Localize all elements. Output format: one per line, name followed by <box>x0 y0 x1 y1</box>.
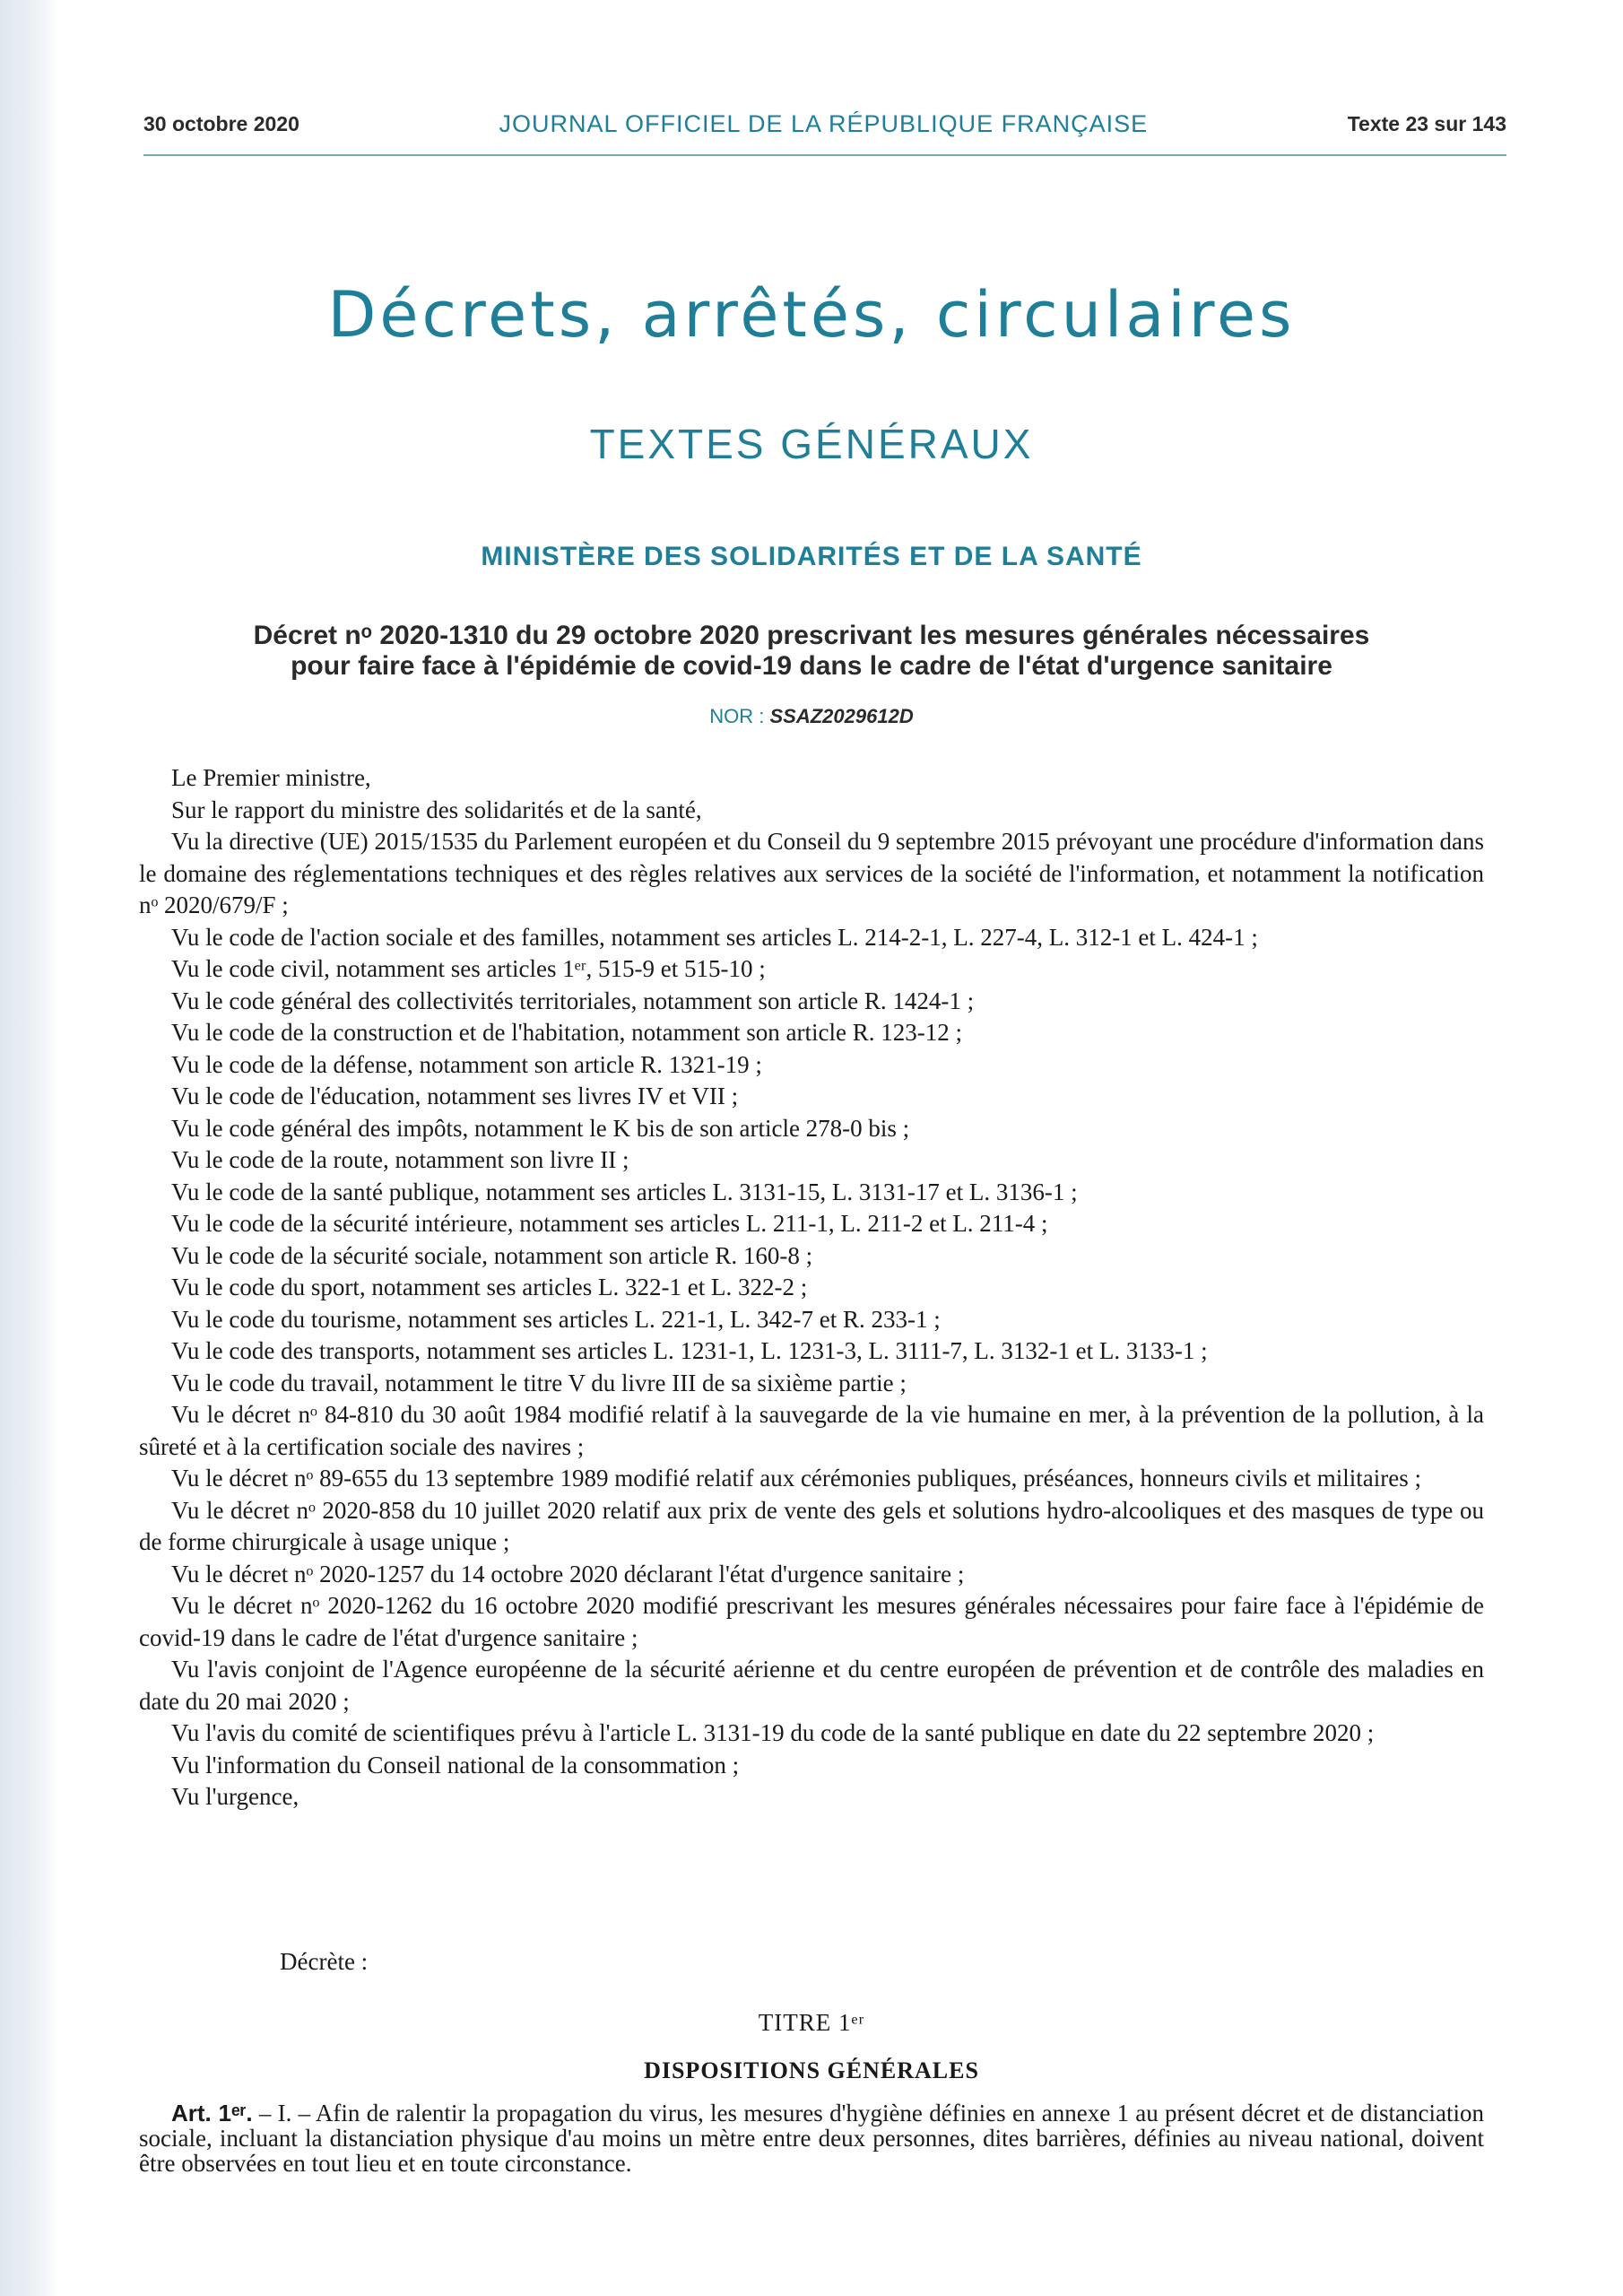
paragraph: Vu le code de l'éducation, notamment ses livres IV et VII ; <box>171 1083 739 1109</box>
paragraph: Vu l'avis conjoint de l'Agence européenne de la sécurité aérienne et du centre européen de prévention et de contrôle des maladies en date du 20 mai 2020 ; <box>139 1656 1484 1715</box>
paragraph: Sur le rapport du ministre des solidarités et de la santé, <box>171 796 702 823</box>
ministry-heading: MINISTÈRE DES SOLIDARITÉS ET DE LA SANTÉ <box>481 542 1142 571</box>
preamble-body <box>139 762 1484 1813</box>
paragraph: Vu le code général des collectivités territoriales, notamment son article R. 1424-1 ; <box>171 987 975 1014</box>
header-date: 30 octobre 2020 <box>143 111 299 135</box>
header-journal-name: JOURNAL OFFICIEL DE LA RÉPUBLIQUE FRANÇAISE <box>499 109 1149 137</box>
page-title: Décrets, arrêtés, circulaires <box>327 278 1296 352</box>
nor-label: NOR : <box>709 705 770 727</box>
paragraph: Vu le code des transports, notamment ses articles L. 1231-1, L. 1231-3, L. 3111-7, L. 3132-1 et L. 3133-1 ; <box>171 1337 1208 1364</box>
paragraph: Vu le code de la défense, notamment son article R. 1321-19 ; <box>171 1050 762 1078</box>
nor-reference <box>0 705 1623 728</box>
paragraph: Vu le décret nᵒ 2020-1262 du 16 octobre 2020 modifié prescrivant les mesures générales nécessaires pour faire face à l'épidémie de covid-19 dans le cadre de l'état d'urgence sanitaire ; <box>139 1592 1484 1651</box>
article-text: – I. – Afin de ralentir la propagation du virus, les mesures d'hygiène définies en annexe 1 au présent décret et de distanciation sociale, incluant la distanciation physique d'au moins un mètre entre deux personnes, dites barrières, définies au niveau national, doivent être observées en tout lieu et en toute circonstance. <box>139 2100 1484 2177</box>
header-text-ref: Texte 23 sur 143 <box>1347 111 1506 135</box>
paragraph: Vu le code de la route, notamment son livre II ; <box>171 1146 629 1173</box>
paragraph: Vu l'information du Conseil national de la consommation ; <box>171 1751 740 1779</box>
header-rule <box>143 154 1506 156</box>
article-label: Art. 1ᵉʳ. <box>171 2100 253 2126</box>
dispositions-heading: DISPOSITIONS GÉNÉRALES <box>644 2057 979 2083</box>
page-subtitle: TEXTES GÉNÉRAUX <box>589 421 1034 467</box>
decree-title-line2: pour faire face à l'épidémie de covid-19 dans le cadre de l'état d'urgence sanitaire <box>291 651 1332 681</box>
decree-title <box>161 621 1462 682</box>
paragraph: Vu le code du sport, notamment ses articles L. 322-1 et L. 322-2 ; <box>171 1274 808 1300</box>
paragraph: Vu le code civil, notamment ses articles 1ᵉʳ, 515-9 et 515-10 ; <box>171 955 766 982</box>
decree-title-line1: Décret nᵒ 2020-1310 du 29 octobre 2020 prescrivant les mesures générales nécessaires <box>253 621 1370 650</box>
paragraph: Vu le code de la sécurité sociale, notamment son article R. 160-8 ; <box>171 1241 813 1269</box>
paragraph: Vu la directive (UE) 2015/1535 du Parlement européen et du Conseil du 9 septembre 2015 prévoyant une procédure d'information dans le domaine des réglementations techniques et des règles relatives aux services de la société de l'information, et notamment la notification nᵒ 2020/679/F ; <box>139 828 1484 918</box>
paragraph: Vu l'urgence, <box>171 1783 299 1810</box>
paragraph: Vu le décret nᵒ 84-810 du 30 août 1984 modifié relatif à la sauvegarde de la vie humaine en mer, à la prévention de la pollution, à la sûreté et à la certification sociale des navires ; <box>139 1401 1484 1460</box>
paragraph: Vu le décret nᵒ 2020-858 du 10 juillet 2020 relatif aux prix de vente des gels et solutions hydro-alcooliques et des masques de type ou de forme chirurgicale à usage unique ; <box>139 1496 1484 1555</box>
paragraph: Le Premier ministre, <box>171 764 371 791</box>
paragraph: Vu l'avis du comité de scientifiques prévu à l'article L. 3131-19 du code de la santé publique en date du 22 septembre 2020 ; <box>171 1719 1375 1746</box>
paragraph: Vu le code de la sécurité intérieure, notamment ses articles L. 211-1, L. 211-2 et L. 211-4 ; <box>171 1210 1048 1237</box>
paragraph: Vu le code général des impôts, notamment le K bis de son article 278-0 bis ; <box>171 1114 910 1142</box>
nor-code: SSAZ2029612D <box>769 705 914 727</box>
paragraph: Vu le code du tourisme, notamment ses articles L. 221-1, L. 342-7 et R. 233-1 ; <box>171 1305 941 1333</box>
paragraph: Vu le décret nᵒ 89-655 du 13 septembre 1989 modifié relatif aux cérémonies publiques, préséances, honneurs civils et militaires ; <box>171 1465 1421 1492</box>
decrete-label: Décrète : <box>280 1948 369 1975</box>
titre-heading: TITRE 1ᵉʳ <box>758 2009 865 2036</box>
page-header <box>143 106 1506 142</box>
paragraph: Vu le décret nᵒ 2020-1257 du 14 octobre 2020 déclarant l'état d'urgence sanitaire ; <box>171 1560 965 1587</box>
paragraph: Vu le code de la construction et de l'habitation, notamment son article R. 123-12 ; <box>171 1019 963 1046</box>
paragraph: Vu le code de l'action sociale et des familles, notamment ses articles L. 214-2-1, L. 227-4, L. 312-1 et L. 424-1 ; <box>171 923 1258 951</box>
article-1 <box>139 2100 1484 2176</box>
paragraph: Vu le code de la santé publique, notamment ses articles L. 3131-15, L. 3131-17 et L. 3136-1 ; <box>171 1178 1078 1205</box>
paragraph: Vu le code du travail, notamment le titre V du livre III de sa sixième partie ; <box>171 1369 907 1396</box>
